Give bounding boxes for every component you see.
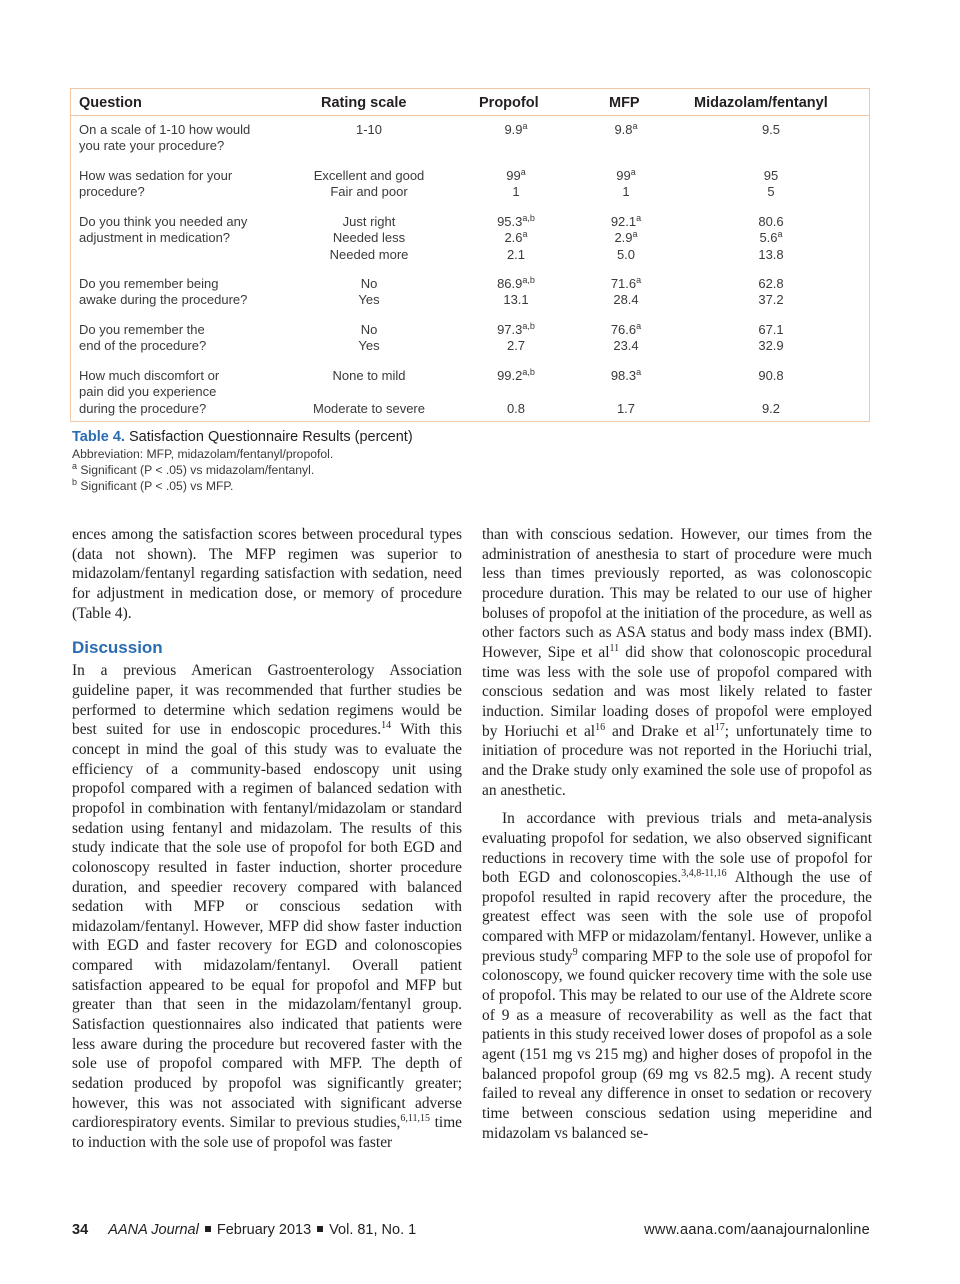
cell-line — [711, 230, 831, 246]
cell-line — [591, 168, 661, 184]
cell-value: 62.8 — [758, 276, 784, 291]
cell-value: 76.6 — [610, 322, 637, 337]
header-question: Question — [79, 95, 142, 111]
cell-value: 5 — [767, 184, 775, 200]
cell-propofol — [476, 168, 556, 201]
paragraph — [72, 661, 462, 1152]
cell-line — [476, 247, 556, 263]
cell-line: Excellent and good — [313, 168, 425, 183]
paragraph: ences among the satisfaction scores between procedural types (data not shown). The MFP regimen was superior to midazolam/fentanyl regarding satisfaction with sedation, need for adjustment in medication dose, or memory of procedure (Table 4). — [72, 526, 462, 622]
cell-line — [711, 122, 831, 138]
cell-value: 9.2 — [761, 400, 781, 416]
cell-line — [591, 184, 661, 200]
note-a-text: Significant (P < .05) vs midazolam/fentanyl. — [80, 463, 315, 478]
cell-midazolam-fentanyl — [711, 368, 831, 417]
cell-line: How was sedation for your — [79, 168, 233, 183]
cell-value: 2.1 — [506, 246, 526, 262]
cell-question — [79, 368, 289, 417]
cell-rating-scale — [299, 214, 439, 263]
cell-line — [591, 214, 661, 230]
significance-superscript: a — [777, 229, 783, 240]
cell-midazolam-fentanyl — [711, 122, 831, 138]
footer-url: www.aana.com/aanajournalonline — [644, 1222, 870, 1238]
cell-question — [79, 214, 289, 247]
caption-note-b — [72, 478, 772, 494]
caption-abbreviation: Abbreviation: MFP, midazolam/fentanyl/propofol. — [72, 447, 334, 461]
cell-line — [476, 338, 556, 354]
cell-midazolam-fentanyl — [711, 276, 831, 309]
cell-midazolam-fentanyl — [711, 168, 831, 201]
cell-line — [591, 122, 661, 138]
note-b-mark: b — [72, 477, 78, 488]
header-rating-scale: Rating scale — [321, 95, 407, 111]
reference-superscript: 16 — [595, 721, 606, 733]
cell-line: No — [360, 322, 378, 337]
cell-line — [591, 276, 661, 292]
cell-line — [476, 230, 556, 246]
cell-mfp — [591, 122, 661, 138]
text: ; unfortunately time to initiation of procedure was not reported in the Horiuchi trial, and the Drake study only examined the sole use of propofol as an anesthetic. — [482, 722, 872, 799]
note-b-text: Significant (P < .05) vs MFP. — [80, 479, 234, 494]
cell-line: end of the procedure? — [79, 338, 207, 354]
cell-value: 23.4 — [613, 338, 639, 354]
cell-line — [476, 368, 556, 384]
cell-line: Do you think you needed any — [79, 214, 248, 229]
cell-question — [79, 168, 289, 201]
cell-line: Yes — [358, 292, 380, 308]
cell-value: 99 — [506, 168, 521, 183]
journal-name: AANA Journal — [108, 1222, 199, 1238]
significance-superscript: a — [522, 229, 528, 240]
text: Although the use of propofol resulted in rapid recovery after the procedure, the greatest effect was seen with the sole use of propofol compared with MFP or midazolam/fentanyl. However, unlike a previous study — [482, 869, 872, 965]
cell-value: 95 — [763, 168, 779, 183]
cell-rating-scale — [299, 168, 439, 201]
cell-value: 2.9 — [614, 230, 633, 246]
cell-value: 13.8 — [758, 246, 784, 262]
significance-superscript: a — [520, 167, 526, 177]
cell-value: 2.7 — [506, 338, 526, 354]
cell-line: 1-10 — [355, 122, 383, 137]
significance-superscript: a — [636, 275, 642, 285]
cell-value: 0.8 — [506, 400, 526, 416]
text: With this concept in mind the goal of this study was to evaluate the efficiency of a community-based endoscopy unit using propofol compared with a regimen of balanced sedation with propofol in combination with fentanyl/midazolam or standard sedation using fentanyl and midazolam. The results of this study indicate that the sole use of propofol for both EGD and colonoscopy resulted in faster induction, shorter procedure duration, and speedier recovery compared with balanced sedation with MFP or conscious sedation with midazolam/fentanyl. However, MFP did show faster induction with EGD and faster recovery for EGD and colonoscopies compared with midazolam/fentanyl. Overall patient satisfaction appeared to be equal for propofol and MFP but greater than that seen in the midazolam/fentanyl group. Satisfaction questionnaires also indicated that patients were less aware during the procedure but recovered faster with the sole use of propofol compared with MFP. The depth of sedation produced by propofol was significantly greater; however, this was not associated with significant adverse cardiorespiratory events. Similar to previous studies, — [72, 721, 463, 1132]
significance-superscript: a,b — [522, 321, 535, 331]
reference-superscript: 9 — [572, 946, 578, 958]
cell-line — [476, 168, 556, 184]
cell-line — [711, 401, 831, 417]
right-column — [482, 525, 872, 1143]
cell-line: you rate your procedure? — [79, 138, 225, 154]
significance-superscript: a — [636, 321, 642, 331]
cell-line: Yes — [358, 338, 380, 354]
cell-line — [591, 368, 661, 384]
caption-title: Satisfaction Questionnaire Results (percent) — [128, 429, 413, 445]
cell-line: procedure? — [79, 184, 145, 200]
cell-value: 99.2 — [497, 368, 523, 383]
cell-mfp — [591, 214, 661, 263]
cell-value: 37.2 — [758, 292, 784, 308]
cell-line: Fair and poor — [330, 184, 408, 200]
cell-line: adjustment in medication? — [79, 230, 231, 246]
cell-line — [711, 214, 831, 230]
cell-line — [711, 168, 831, 184]
cell-propofol — [476, 368, 556, 417]
cell-mfp — [591, 168, 661, 201]
cell-propofol — [476, 276, 556, 309]
reference-superscript: 6,11,15 — [400, 1113, 430, 1125]
cell-line: No — [360, 276, 378, 291]
header-mfp: MFP — [609, 95, 640, 111]
cell-line: Moderate to severe — [312, 400, 425, 416]
cell-value: 9.5 — [761, 122, 781, 137]
cell-line — [476, 184, 556, 200]
cell-propofol — [476, 122, 556, 138]
cell-value: 5.6 — [759, 230, 778, 246]
cell-line — [591, 338, 661, 354]
cell-line — [591, 230, 661, 246]
cell-line — [476, 322, 556, 338]
cell-mfp — [591, 322, 661, 355]
cell-line — [476, 122, 556, 138]
cell-line — [591, 384, 661, 400]
cell-value: 95.3 — [497, 214, 523, 229]
cell-midazolam-fentanyl — [711, 322, 831, 355]
discussion-heading: Discussion — [72, 638, 163, 658]
cell-line — [711, 384, 831, 400]
cell-value: 32.9 — [758, 338, 784, 354]
note-a-mark: a — [72, 461, 78, 472]
volume: Vol. 81, No. 1 — [329, 1222, 417, 1238]
cell-line — [591, 247, 661, 263]
cell-value: 9.8 — [614, 122, 633, 137]
cell-value: 97.3 — [497, 322, 523, 337]
significance-superscript: a — [636, 367, 642, 377]
cell-value: 1 — [622, 184, 630, 200]
left-column — [72, 525, 462, 1153]
text: In accordance with previous trials and meta-analysis evaluating propofol for sedation, we also observed significant reductions in recovery time with the sole use of propofol for both EGD and colonoscopies. — [482, 810, 872, 887]
reference-superscript: 11 — [609, 642, 620, 654]
cell-propofol — [476, 322, 556, 355]
cell-line: None to mild — [332, 368, 406, 383]
cell-value: 5.0 — [616, 246, 636, 262]
cell-value: 71.6 — [610, 276, 637, 291]
reference-superscript: 17 — [714, 721, 725, 733]
cell-line: Needed less — [332, 230, 406, 246]
cell-line — [299, 384, 439, 400]
bullet-square-icon — [317, 1226, 323, 1232]
text: and Drake et al — [605, 722, 715, 740]
bullet-square-icon — [205, 1226, 211, 1232]
significance-superscript: a,b — [522, 367, 535, 377]
cell-line: On a scale of 1-10 how would — [79, 122, 251, 137]
caption-note-a — [72, 462, 772, 478]
cell-rating-scale — [299, 322, 439, 355]
cell-line — [476, 401, 556, 417]
caption-label: Table 4. — [72, 429, 125, 445]
cell-line: pain did you experience — [79, 384, 217, 400]
issue-date: February 2013 — [216, 1222, 312, 1238]
cell-value: 98.3 — [610, 368, 637, 383]
significance-superscript: a,b — [522, 213, 535, 223]
footer-left — [72, 1222, 416, 1238]
cell-value: 92.1 — [610, 214, 637, 229]
cell-value: 13.1 — [503, 292, 529, 308]
cell-line — [711, 322, 831, 338]
table-caption — [72, 428, 772, 495]
cell-value: 80.6 — [758, 214, 784, 229]
cell-line: How much discomfort or — [79, 368, 220, 383]
significance-superscript: a — [630, 167, 636, 177]
cell-line — [711, 184, 831, 200]
significance-superscript: a,b — [522, 275, 535, 285]
paragraph — [482, 809, 872, 1143]
header-propofol: Propofol — [479, 95, 539, 111]
cell-value: 86.9 — [497, 276, 523, 291]
cell-value: 1.7 — [616, 400, 636, 416]
text: In a previous American Gastroenterology Association guideline paper, it was recommended that further studies be performed to determine which sedation regimens would be best suited for use in endoscopic procedures. — [72, 662, 462, 739]
text: than with conscious sedation. However, our times from the administration of anesthesia to start of procedure were much less than times previously reported, as was colonoscopic procedure duration. This may be related to our use of higher boluses of propofol at the initiation of the procedure, as well as other factors such as ASA status and body mass index (BMI). However, Sipe et al — [482, 526, 872, 661]
cell-line — [711, 276, 831, 292]
cell-question — [79, 322, 289, 355]
cell-mfp — [591, 368, 661, 417]
cell-line — [476, 384, 556, 400]
cell-value: 67.1 — [758, 322, 784, 337]
cell-rating-scale — [299, 122, 439, 138]
cell-midazolam-fentanyl — [711, 214, 831, 263]
significance-superscript: a — [632, 121, 638, 131]
cell-rating-scale — [299, 276, 439, 309]
cell-mfp — [591, 276, 661, 309]
cell-line: Just right — [342, 214, 396, 229]
text: comparing MFP to the sole use of propofol for colonoscopy, we found quicker recovery time with the sole use of propofol. This may be related to our use of the Aldrete score of 9 as a measure of recoverability as well as the fact that patients in this study received lower doses of propofol as a sole agent (151 mg vs 215 mg) and higher doses of propofol in the balanced propofol group (69 mg vs 82.5 mg). A recent study failed to reveal any difference in onset to sedation or recovery time between conscious sedation using meperidine and midazolam vs balanced se- — [482, 947, 873, 1142]
cell-line: Do you remember the — [79, 322, 205, 337]
cell-line: during the procedure? — [79, 400, 207, 416]
significance-superscript: a — [632, 229, 638, 240]
significance-superscript: a — [522, 121, 528, 131]
results-table — [70, 88, 870, 422]
cell-value: 9.9 — [504, 122, 523, 137]
text: did show that colonoscopic procedural time was less with the sole use of propofol compared with conscious sedation and was most likely related to faster induction. Similar loading doses of propofol were employed by Horiuchi et al — [482, 643, 872, 740]
cell-line — [711, 292, 831, 308]
cell-line: Do you remember being — [79, 276, 219, 291]
cell-value: 28.4 — [613, 292, 639, 308]
header-rule — [71, 115, 869, 116]
header-midazolam-fentanyl: Midazolam/fentanyl — [694, 95, 828, 111]
cell-rating-scale — [299, 368, 439, 417]
cell-propofol — [476, 214, 556, 263]
cell-line — [711, 247, 831, 263]
caption-title-line — [72, 428, 772, 446]
cell-value: 2.6 — [504, 230, 523, 246]
cell-line — [711, 338, 831, 354]
cell-line — [476, 276, 556, 292]
reference-superscript: 3,4,8-11,16 — [681, 868, 727, 880]
reference-superscript: 14 — [381, 720, 392, 732]
cell-line — [711, 368, 831, 384]
cell-line — [591, 292, 661, 308]
cell-line — [476, 214, 556, 230]
page-number: 34 — [72, 1222, 89, 1238]
text: time to induction with the sole use of propofol was faster — [72, 1114, 462, 1152]
cell-value: 90.8 — [758, 368, 784, 383]
paragraph — [482, 525, 872, 800]
cell-line: awake during the procedure? — [79, 292, 248, 308]
cell-line — [591, 401, 661, 417]
cell-question — [79, 122, 289, 155]
significance-superscript: a — [636, 213, 642, 223]
cell-line — [476, 292, 556, 308]
cell-value: 99 — [616, 168, 631, 183]
cell-line — [591, 322, 661, 338]
cell-value: 1 — [512, 184, 520, 200]
cell-line: Needed more — [329, 246, 409, 262]
cell-question — [79, 276, 289, 309]
